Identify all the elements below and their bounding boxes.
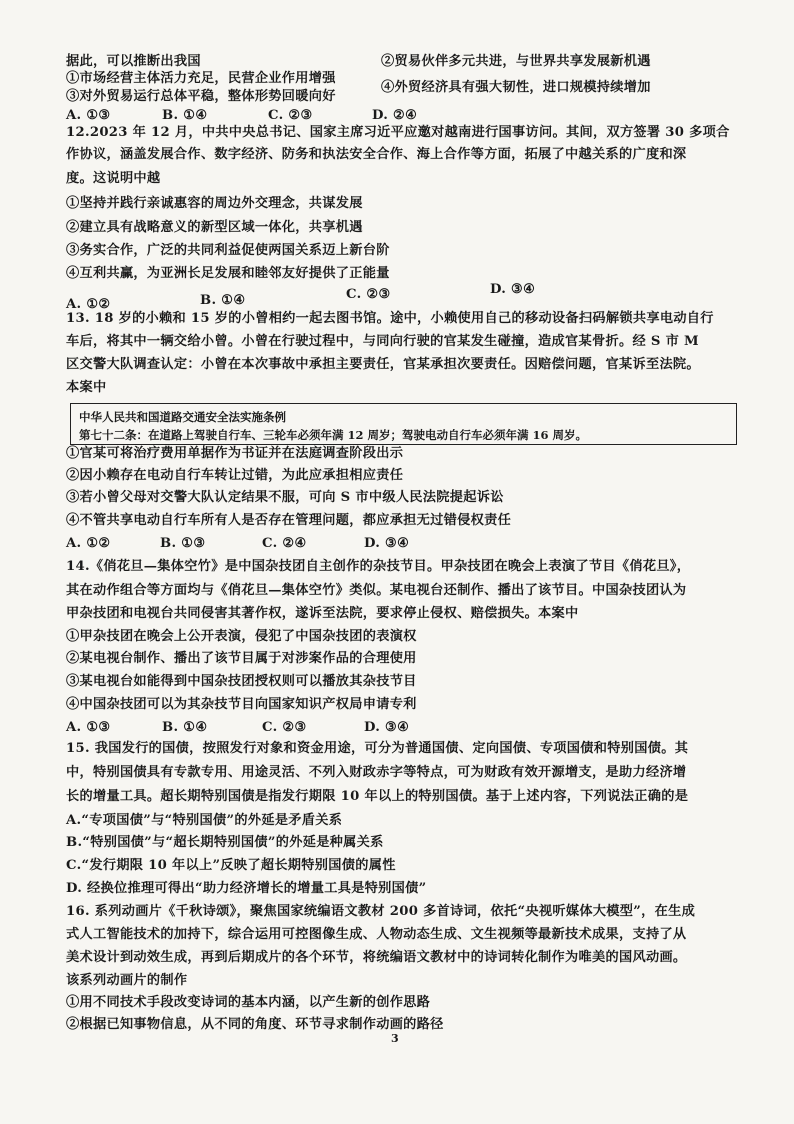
q12-choice-d: D. ③④	[490, 282, 536, 297]
q16-stem-3: 美术设计到动效生成，再到后期成片的各个环节，将统编语文教材中的诗词转化制作为唯美的国风动画。	[66, 950, 687, 965]
q14-stem-1: 14.《俏花旦—集体空竹》是中国杂技团自主创作的杂技节目。甲杂技团在晚会上表演了节目《俏花旦》，	[66, 559, 691, 574]
q15-option-d: D. 经换位推理可得出“助力经济增长的增量工具是特别国债”	[66, 881, 427, 896]
q16-option-1: ①用不同技术手段改变诗词的基本内涵，以产生新的创作思路	[66, 995, 431, 1010]
q11-choice-a: A. ①③	[66, 108, 111, 123]
law-excerpt-box	[70, 403, 737, 445]
law-excerpt-text: 第七十二条：在道路上驾驶自行车、三轮车必须年满 12 周岁；驾驶电动自行车必须年满 16 周岁。	[79, 428, 588, 442]
q12-stem-3: 度。这说明中越	[66, 171, 161, 186]
q13-choice-b: B. ①③	[160, 536, 206, 551]
q11-choice-d: D. ②④	[372, 108, 418, 123]
q14-option-2: ②某电视台制作、播出了该节目属于对涉案作品的合理使用	[66, 651, 417, 666]
q15-stem-3: 长的增量工具。超长期特别国债是指发行期限 10 年以上的特别国债。基于上述内容，下列说法正确的是	[66, 789, 689, 804]
q14-option-1: ①甲杂技团在晚会上公开表演，侵犯了中国杂技团的表演权	[66, 629, 417, 644]
page-number: 3	[391, 1032, 399, 1045]
q15-stem-1: 15. 我国发行的国债，按照发行对象和资金用途，可分为普通国债、定向国债、专项国债和特别国债。其	[66, 741, 689, 756]
q13-choice-c: C. ②④	[262, 536, 307, 551]
law-excerpt-title: 中华人民共和国道路交通安全法实施条例	[79, 410, 286, 424]
q14-stem-3: 甲杂技团和电视台共同侵害其著作权，遂诉至法院，要求停止侵权、赔偿损失。本案中	[66, 606, 579, 621]
q15-option-b: B.“特别国债”与“超长期特别国债”的外延是种属关系	[66, 835, 384, 850]
q11-option-4: ④外贸经济具有强大韧性，进口规模持续增加	[381, 80, 651, 95]
q15-option-c: C.“发行期限 10 年以上”反映了超长期特别国债的属性	[66, 858, 396, 873]
q12-choice-b: B. ①④	[200, 293, 246, 308]
q12-option-2: ②建立具有战略意义的新型区域一体化，共享机遇	[66, 220, 363, 235]
q16-stem-4: 该系列动画片的制作	[66, 973, 188, 988]
q15-stem-2: 中，特别国债具有专款专用、用途灵活、不列入财政赤字等特点，可为财政有效开源增支，是助力经济增	[66, 765, 687, 780]
q11-stem-end: 据此，可以推断出我国	[66, 54, 201, 69]
q14-option-4: ④中国杂技团可以为其杂技节目向国家知识产权局申请专利	[66, 697, 417, 712]
q13-choice-a: A. ①②	[66, 536, 111, 551]
q13-option-1: ①官某可将治疗费用单据作为书证并在法庭调查阶段出示	[66, 446, 404, 461]
q14-option-3: ③某电视台如能得到中国杂技团授权则可以播放其杂技节目	[66, 674, 417, 689]
q14-choice-a: A. ①③	[66, 720, 111, 735]
q16-stem-2: 式人工智能技术的加持下，综合运用可控图像生成、人物动态生成、文生视频等最新技术成果，支持了从	[66, 927, 687, 942]
q13-stem-3: 区交警大队调查认定：小曾在本次事故中承担主要责任，官某承担次要责任。因赔偿问题，官某诉至法院。	[66, 357, 700, 372]
q13-option-2: ②因小赖存在电动自行车转让过错，为此应承担相应责任	[66, 468, 404, 483]
q11-choice-c: C. ②③	[268, 108, 313, 123]
q12-choice-a: A. ①②	[66, 297, 111, 312]
q11-option-2: ②贸易伙伴多元共进，与世界共享发展新机遇	[381, 54, 651, 69]
q12-option-4: ④互利共赢，为亚洲长足发展和睦邻友好提供了正能量	[66, 266, 390, 281]
q12-choice-c: C. ②③	[346, 287, 391, 302]
q13-stem-2: 车后，将其中一辆交给小曾。小曾在行驶过程中，与同向行驶的官某发生碰撞，造成官某骨折。经 S 市 M	[66, 334, 699, 349]
q12-stem-2: 作协议，涵盖发展合作、数字经济、防务和执法安全合作、海上合作等方面，拓展了中越关系的广度和深	[66, 147, 687, 162]
q14-choice-c: C. ②③	[262, 720, 307, 735]
q14-choice-b: B. ①④	[162, 720, 208, 735]
q13-stem-1: 13. 18 岁的小赖和 15 岁的小曾相约一起去图书馆。途中，小赖使用自己的移动设备扫码解锁共享电动自行	[66, 311, 714, 326]
q12-stem-1: 12.2023 年 12 月，中共中央总书记、国家主席习近平应邀对越南进行国事访问。其间，双方签署 30 多项合	[66, 125, 730, 140]
q13-option-4: ④不管共享电动自行车所有人是否存在管理问题，都应承担无过错侵权责任	[66, 513, 512, 528]
q16-option-2: ②根据已知事物信息，从不同的角度、环节寻求制作动画的路径	[66, 1017, 444, 1032]
q12-option-1: ①坚持并践行亲诚惠容的周边外交理念，共谋发展	[66, 196, 363, 211]
q14-choice-d: D. ③④	[364, 720, 410, 735]
q15-option-a: A.“专项国债”与“特别国债”的外延是矛盾关系	[66, 813, 343, 828]
q16-stem-1: 16. 系列动画片《千秋诗颂》，聚焦国家统编语文教材 200 多首诗词，依托“央视听媒体大模型”，在生成	[66, 904, 696, 919]
q14-stem-2: 其在动作组合等方面均与《俏花旦—集体空竹》类似。某电视台还制作、播出了该节目。中国杂技团认为	[66, 583, 687, 598]
q11-option-3: ③对外贸易运行总体平稳，整体形势回暖向好	[66, 89, 336, 104]
q13-stem-4: 本案中	[66, 380, 107, 395]
q13-choice-d: D. ③④	[364, 536, 410, 551]
q11-option-1: ①市场经营主体活力充足，民营企业作用增强	[66, 71, 336, 86]
q13-option-3: ③若小曾父母对交警大队认定结果不服，可向 S 市中级人民法院提起诉讼	[66, 490, 504, 505]
q12-option-3: ③务实合作，广泛的共同利益促使两国关系迈上新台阶	[66, 243, 390, 258]
q11-choice-b: B. ①④	[162, 108, 208, 123]
